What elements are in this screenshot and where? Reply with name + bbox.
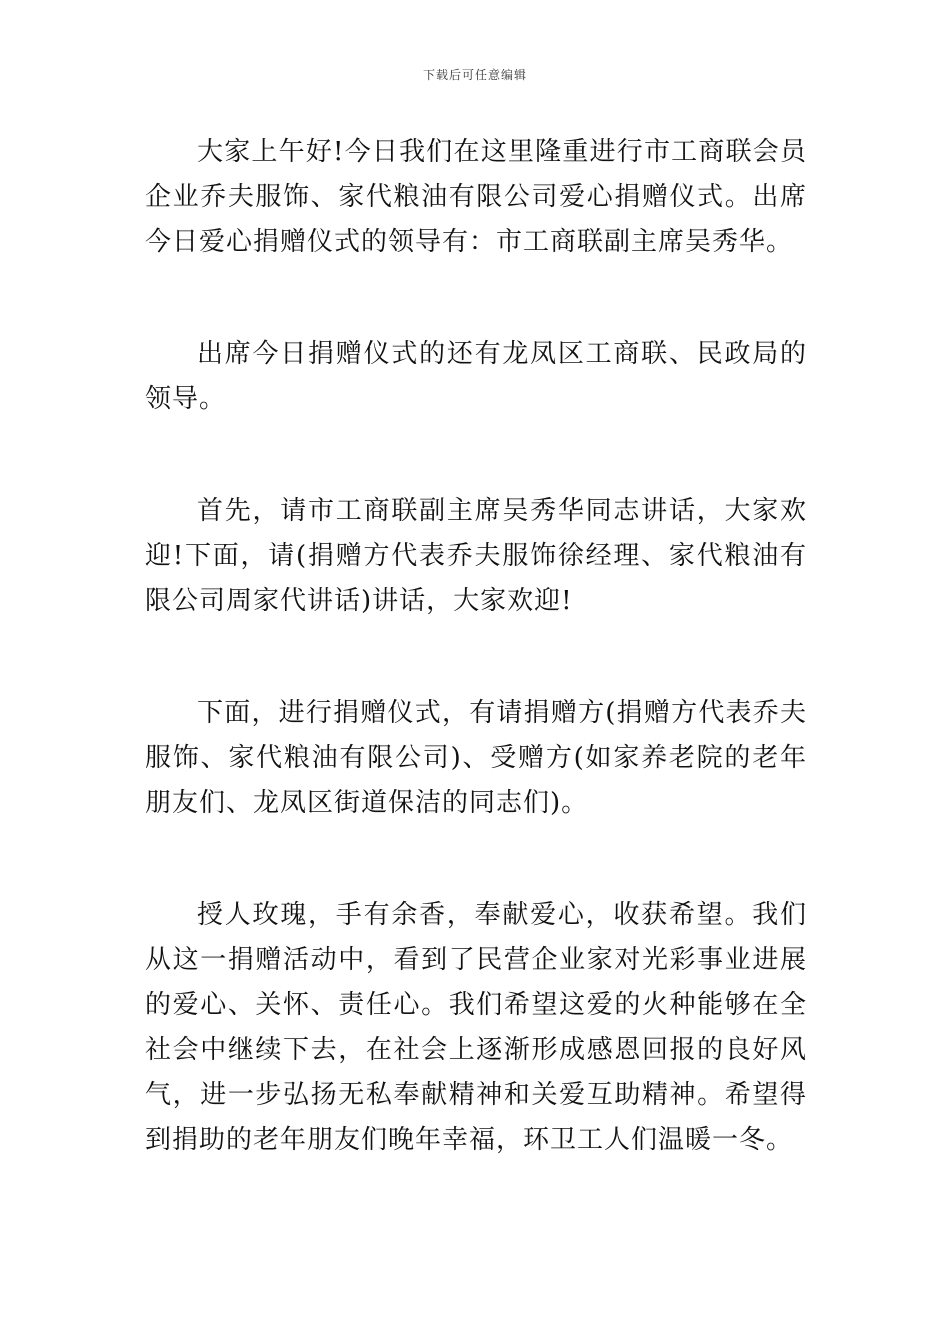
header-note: 下载后可任意编辑 (422, 68, 527, 82)
paragraph-5: 授人玫瑰，手有余香，奉献爱心，收获希望。我们从这一捐赠活动中，看到了民营企业家对光彩事业进展的爱心、关怀、责任心。我们希望这爱的火种能够在全社会中继续下去，在社会上逐渐形成感恩回报的良好风气，进一步弘扬无私奉献精神和关爱互助精神。希望得到捐助的老年朋友们晚年幸福，环卫工人们温暖一冬。 (145, 900, 807, 1155)
paragraph-2: 出席今日捐赠仪式的还有龙凤区工商联、民政局的领导。 (145, 339, 807, 414)
paragraph-1: 大家上午好!今日我们在这里隆重进行市工商联会员企业乔夫服饰、家代粮油有限公司爱心捐赠仪式。出席今日爱心捐赠仪式的领导有：市工商联副主席吴秀华。 (145, 137, 807, 257)
document-body (145, 130, 807, 1163)
paragraph-4: 下面，进行捐赠仪式，有请捐赠方(捐赠方代表乔夫服饰、家代粮油有限公司)、受赠方(如家养老院的老年朋友们、龙凤区街道保洁的同志们)。 (145, 698, 807, 818)
paragraph-3: 首先，请市工商联副主席吴秀华同志讲话，大家欢迎!下面，请(捐赠方代表乔夫服饰徐经理、家代粮油有限公司周家代讲话)讲话，大家欢迎! (145, 496, 807, 616)
